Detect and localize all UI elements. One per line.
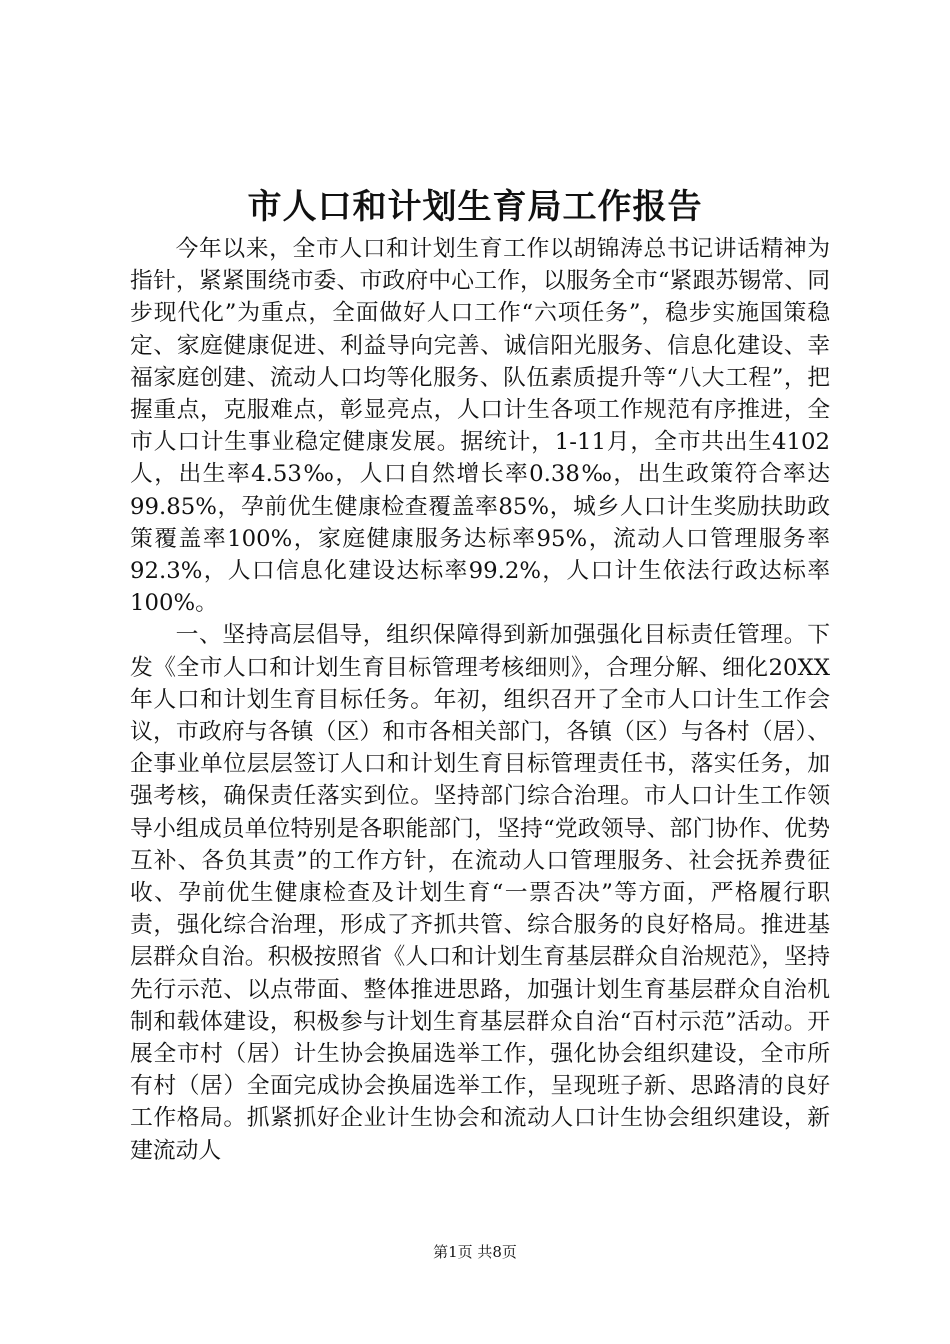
page-footer: 第1页 共8页 (433, 1243, 517, 1261)
document-body (130, 233, 830, 1167)
paragraph: 一、坚持高层倡导，组织保障得到新加强强化目标责任管理。下发《全市人口和计划生育目标管理考核细则》，合理分解、细化20XX年人口和计划生育目标任务。年初，组织召开了全市人口计生工作会议，市政府与各镇（区）和市各相关部门，各镇（区）与各村（居）、企事业单位层层签订人口和计划生育目标管理责任书，落实任务，加强考核，确保责任落实到位。坚持部门综合治理。市人口计生工作领导小组成员单位特别是各职能部门，坚持“党政领导、部门协作、优势互补、各负其责”的工作方针，在流动人口管理服务、社会抚养费征收、孕前优生健康检查及计划生育“一票否决”等方面，严格履行职责，强化综合治理，形成了齐抓共管、综合服务的良好格局。推进基层群众自治。积极按照省《人口和计划生育基层群众自治规范》，坚持先行示范、以点带面、整体推进思路，加强计划生育基层群众自治机制和载体建设，积极参与计划生育基层群众自治“百村示范”活动。开展全市村（居）计生协会换届选举工作，强化协会组织建设，全市所有村（居）全面完成协会换届选举工作，呈现班子新、思路清的良好工作格局。抓紧抓好企业计生协会和流动人口计生协会组织建设，新建流动人 (130, 622, 830, 1164)
document-title: 市人口和计划生育局工作报告 (247, 187, 703, 227)
paragraph: 今年以来，全市人口和计划生育工作以胡锦涛总书记讲话精神为指针，紧紧围绕市委、市政府中心工作，以服务全市“紧跟苏锡常、同步现代化”为重点，全面做好人口工作“六项任务”，稳步实施国策稳定、家庭健康促进、利益导向完善、诚信阳光服务、信息化建设、幸福家庭创建、流动人口均等化服务、队伍素质提升等“八大工程”，把握重点，克服难点，彰显亮点，人口计生各项工作规范有序推进，全市人口计生事业稳定健康发展。据统计，1-11月，全市共出生4102人，出生率4.53‰，人口自然增长率0.38‰，出生政策符合率达99.85%，孕前优生健康检查覆盖率85%，城乡人口计生奖励扶助政策覆盖率100%，家庭健康服务达标率95%，流动人口管理服务率92.3%，人口信息化建设达标率99.2%，人口计生依法行政达标率100%。 (130, 236, 830, 617)
